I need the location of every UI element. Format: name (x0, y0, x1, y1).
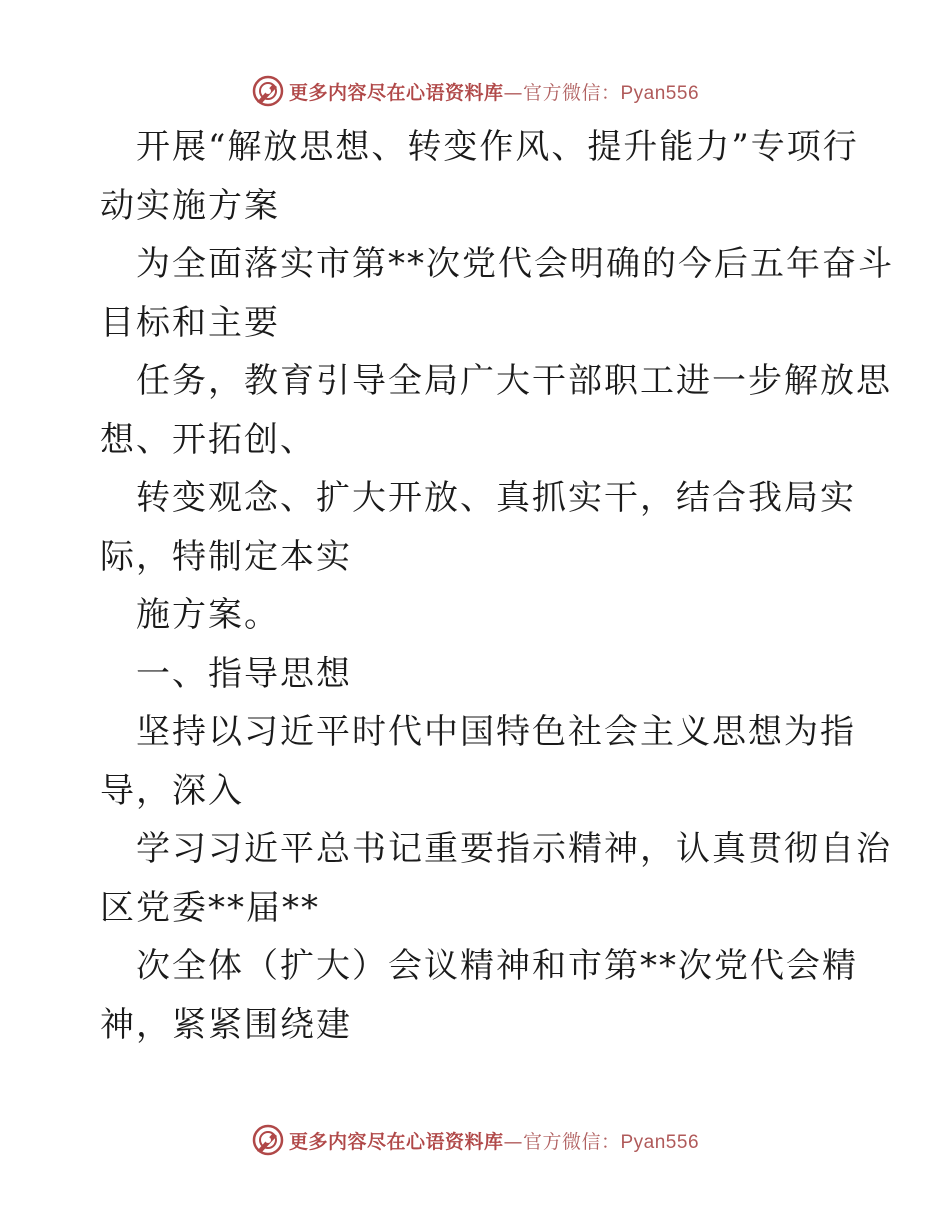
section-heading: 一、指导思想 (136, 653, 352, 694)
paragraph-line: 次全体（扩大）会议精神和市第**次党代会精 (136, 946, 858, 986)
seal-logo-icon (251, 74, 285, 108)
paragraph-line: 导，深入 (100, 770, 244, 811)
paragraph-line: 学习习近平总书记重要指示精神，认真贯彻自治 (136, 829, 892, 869)
watermark-label: 官方微信： (522, 1130, 621, 1153)
watermark-title: 更多内容尽在心语资料库 (288, 81, 504, 104)
paragraph-line: 为全面落实市第**次党代会明确的今后五年奋斗 (136, 244, 894, 284)
watermark-title: 更多内容尽在心语资料库 (288, 1130, 504, 1153)
paragraph-line: 神，紧紧围绕建 (100, 1004, 352, 1045)
watermark-label: 官方微信： (522, 81, 621, 104)
paragraph-line: 际，特制定本实 (100, 536, 352, 577)
document-body (100, 118, 894, 1054)
paragraph-line: 区党委**届** (100, 887, 320, 928)
doc-title-line-1: 开展“解放思想、转变作风、提升能力”专项行 (136, 127, 859, 167)
seal-logo-icon (251, 1123, 285, 1157)
header-watermark (0, 71, 950, 111)
footer-watermark (0, 1120, 950, 1160)
paragraph-line: 坚持以习近平时代中国特色社会主义思想为指 (136, 712, 856, 752)
watermark-wechat-id: Pyan556 (620, 82, 700, 104)
paragraph-line: 转变观念、扩大开放、真抓实干，结合我局实 (136, 478, 856, 518)
paragraph-line: 施方案。 (136, 595, 280, 635)
paragraph-line: 想、开拓创、 (100, 419, 316, 460)
doc-title-line-2: 动实施方案 (100, 185, 280, 226)
watermark-wechat-id: Pyan556 (620, 1131, 700, 1153)
paragraph-line: 目标和主要 (100, 302, 280, 343)
watermark-dash: — (503, 1130, 523, 1153)
paragraph-line: 任务，教育引导全局广大干部职工进一步解放思 (136, 361, 892, 401)
watermark-dash: — (503, 81, 523, 104)
